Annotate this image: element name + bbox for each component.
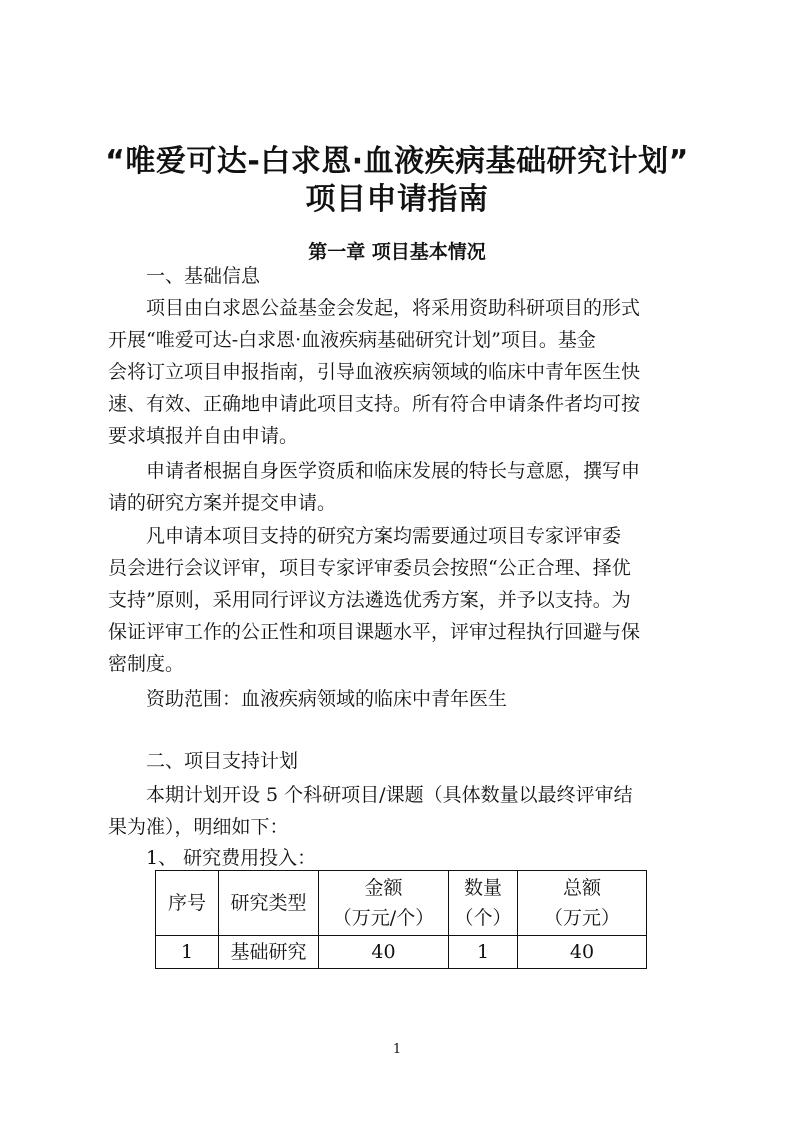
doc-title: “唯爱可达-白求恩·血液疾病基础研究计划” bbox=[105, 144, 689, 179]
chapter-heading: 第一章 项目基本情况 bbox=[308, 241, 486, 263]
table-header-cell: 金额 （万元/个） bbox=[319, 871, 449, 936]
paragraph-3: 凡申请本项目支持的研究方案均需要通过项目专家评审委 员会进行会议评审，项目专家评审委员会按照“公正合理、择优 支持”原则，采用同行评议方法遴选优秀方案，并予以支持。为 保证评审工作的公正性和项目课题水平，评审过程执行回避与保 密制度。 bbox=[108, 525, 641, 675]
table-cell: 基础研究 bbox=[219, 936, 319, 969]
list-item-research-cost: 1、 研究费用投入： bbox=[146, 847, 317, 869]
paragraph-4: 本期计划开设 5 个科研项目/课题（具体数量以最终评审结 果为准），明细如下： bbox=[108, 784, 633, 838]
table-row bbox=[156, 936, 647, 969]
table-cell: 1 bbox=[156, 936, 219, 969]
paragraph-2: 申请者根据自身医学资质和临床发展的特长与意愿，撰写申 请的研究方案并提交申请。 bbox=[108, 460, 641, 514]
table-header-cell: 研究类型 bbox=[219, 871, 319, 936]
table-header-cell: 数量 （个） bbox=[449, 871, 518, 936]
table-header-row bbox=[156, 871, 647, 936]
doc-subtitle: 项目申请指南 bbox=[305, 182, 489, 217]
page-number: 1 bbox=[392, 1042, 402, 1057]
table-cell: 40 bbox=[518, 936, 647, 969]
section-heading-basic-info: 一、基础信息 bbox=[146, 265, 261, 287]
table-cell: 40 bbox=[319, 936, 449, 969]
table-header-cell: 序号 bbox=[156, 871, 219, 936]
section-heading-support-plan: 二、项目支持计划 bbox=[146, 750, 299, 772]
table-cell: 1 bbox=[449, 936, 518, 969]
paragraph-1: 项目由白求恩公益基金会发起，将采用资助科研项目的形式 开展“唯爱可达-白求恩·血液疾病基础研究计划”项目。基金 会将订立项目申报指南，引导血液疾病领域的临床中青年医生快 速、有效、正确地申请此项目支持。所有符合申请条件者均可按 要求填报并自由申请。 bbox=[108, 297, 641, 447]
funding-scope: 资助范围：血液疾病领域的临床中青年医生 bbox=[146, 688, 508, 710]
table-header-cell: 总额 （万元） bbox=[518, 871, 647, 936]
funding-table bbox=[155, 870, 647, 969]
